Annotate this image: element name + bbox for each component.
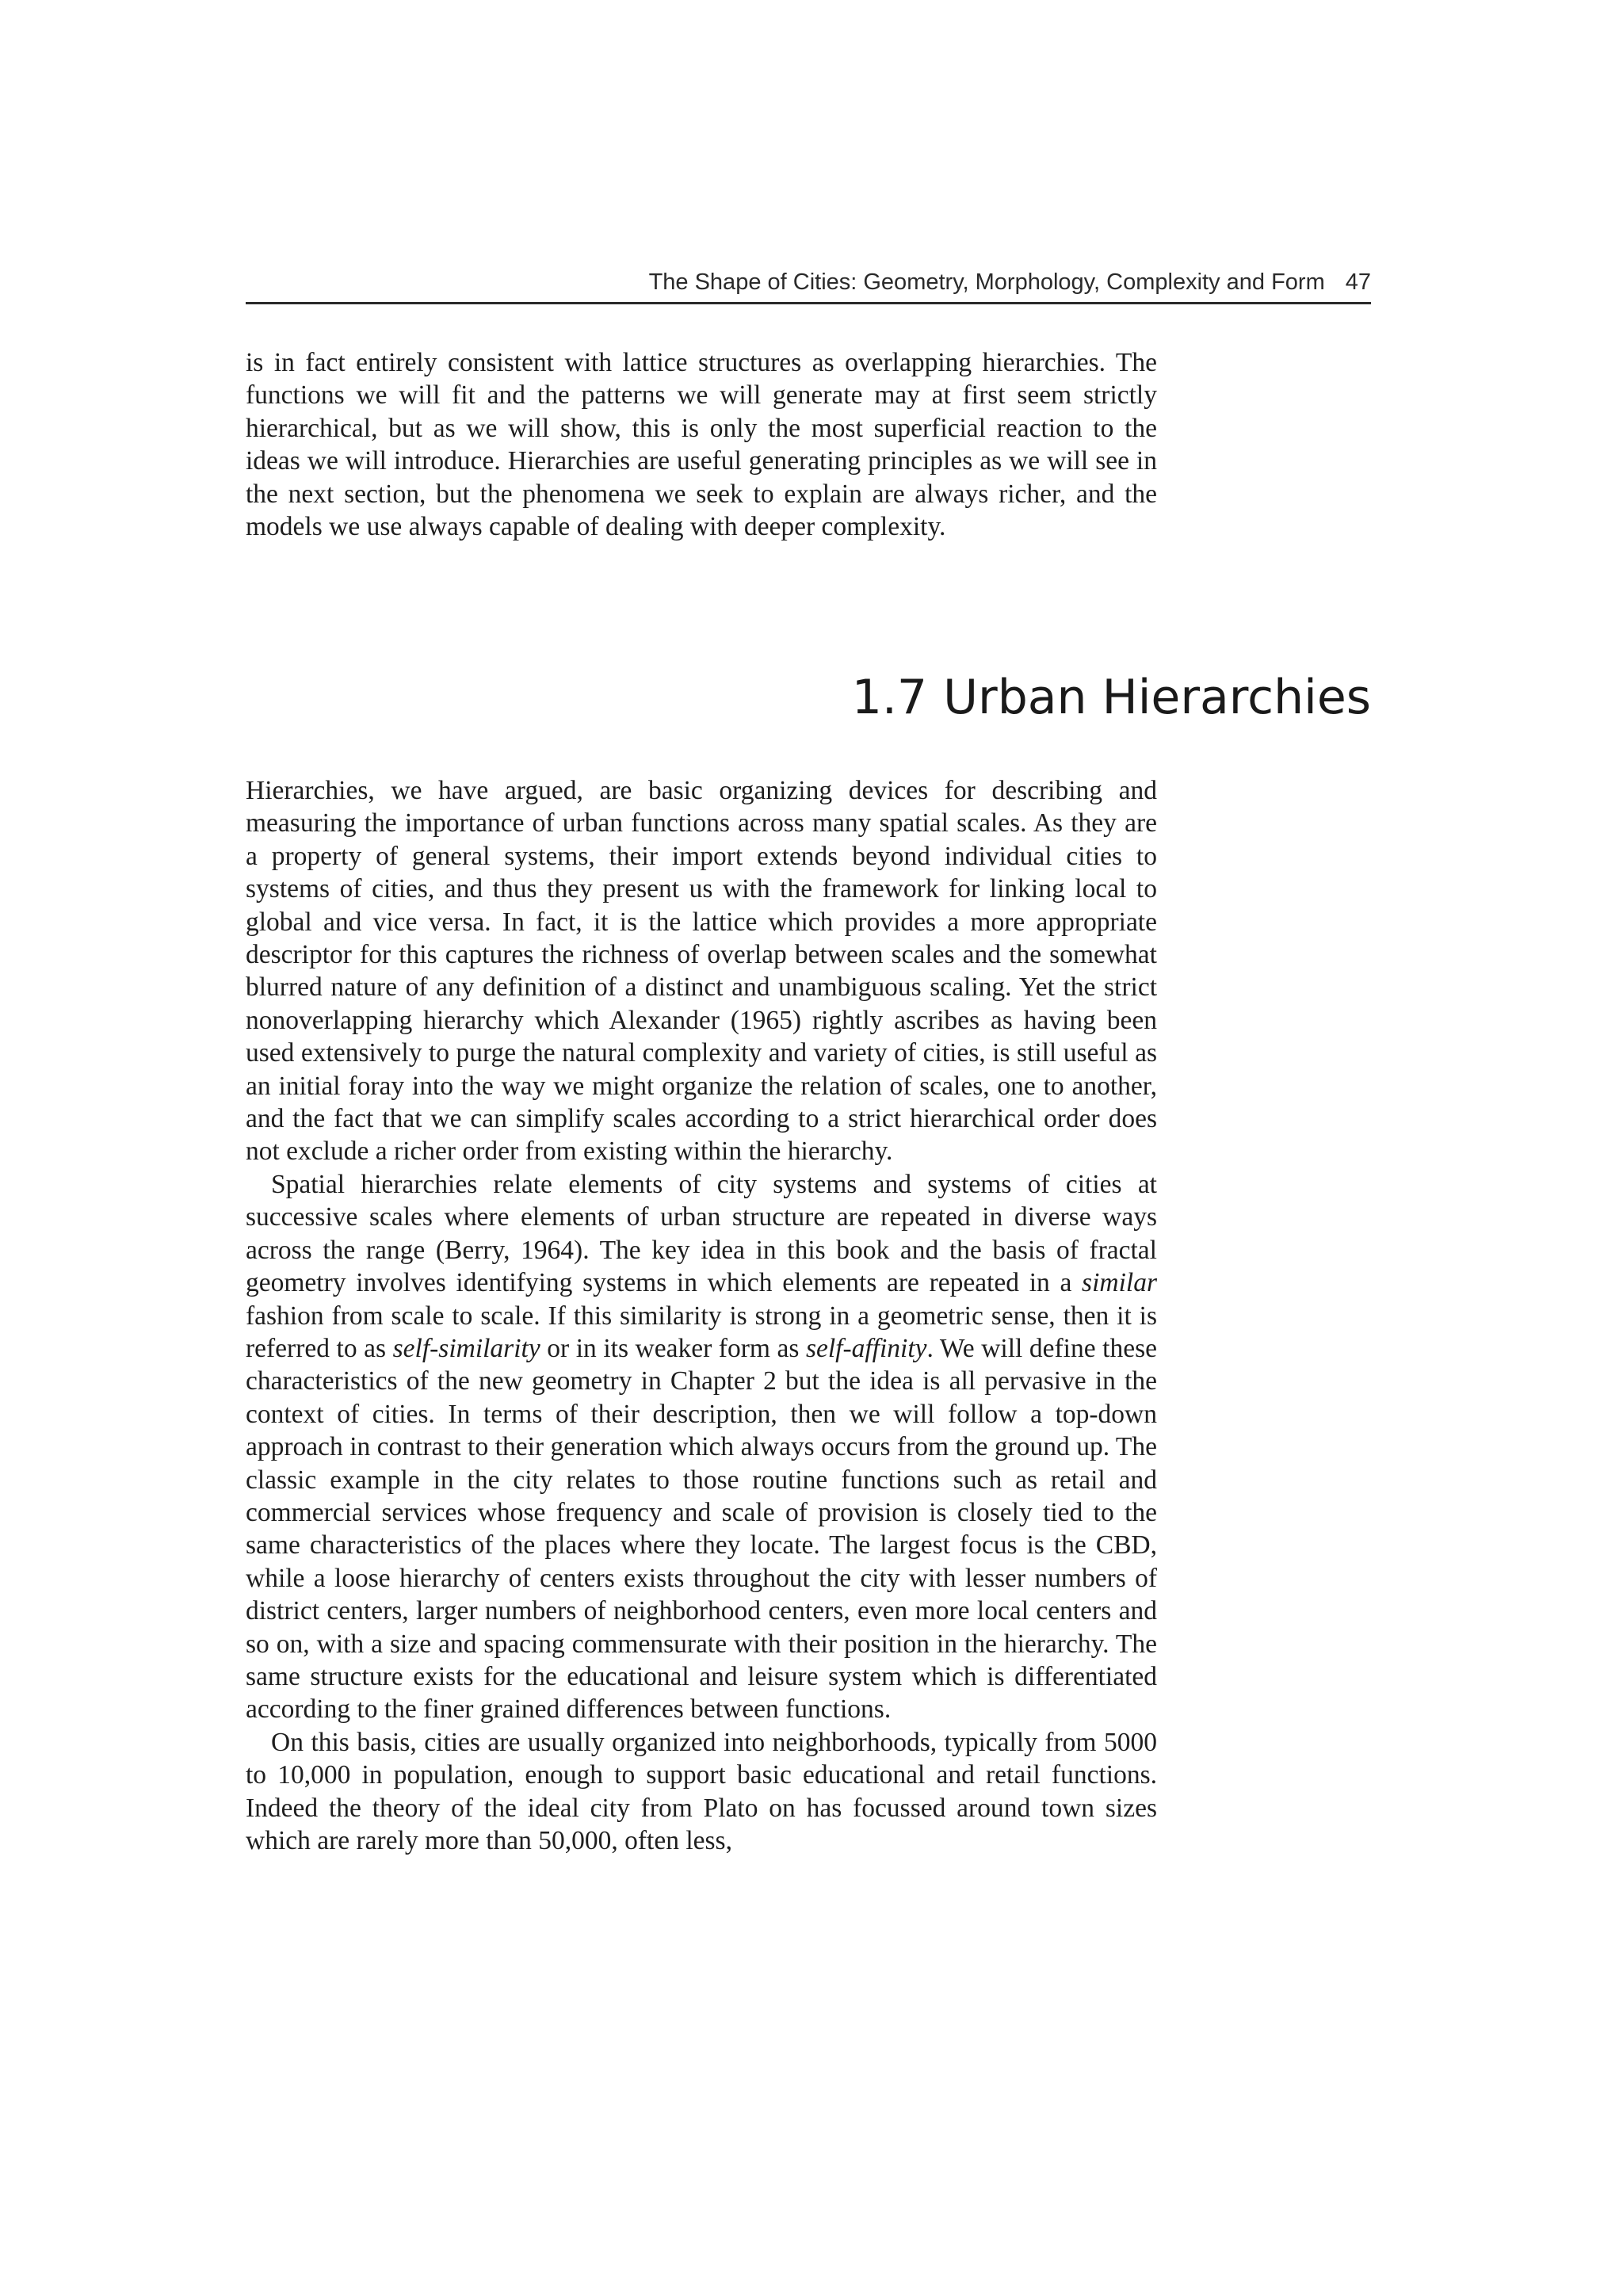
section-title: Urban Hierarchies (943, 670, 1371, 725)
paragraph-2-text: Spatial hierarchies relate elements of city systems and systems of cities at successive scales where elements of urban structure are repeated in diverse ways across the range (Berry, 1964). The key idea in this book and the basis of fractal geometry involves identifying systems in which elements are repeated in a (246, 1169, 1157, 1298)
running-head (246, 269, 1371, 304)
paragraph-1: Hierarchies, we have argued, are basic organizing devices for describing and measuring the importance of urban functions across many spatial scales. As they are a property of general systems, their import extends beyond individual cities to systems of cities, and thus they present us with the framework for linking local to global and vice versa. In fact, it is the lattice which provides a more appropriate descriptor for this captures the richness of overlap between scales and the somewhat blurred nature of any definition of a distinct and unambiguous scaling. Yet the strict nonoverlapping hierarchy which Alexander (1965) rightly ascribes as having been used extensively to purge the natural complexity and variety of cities, is still useful as an initial foray into the way we might organize the relation of scales, one to another, and the fact that we can simplify scales according to a strict hierarchical order does not exclude a richer order from existing within the hierarchy. (246, 776, 1157, 1167)
paragraph-3: On this basis, cities are usually organized into neighborhoods, typically from 5000 to 10,000 in population, enough to support basic educational and retail functions. Indeed the theory of the ideal city from Plato on has focussed around town sizes which are rarely more than 50,000, often less, (246, 1727, 1157, 1855)
term-self-similarity: self-similarity (392, 1333, 540, 1363)
paragraph-2-text: fashion from scale to scale. If this similarity is strong in a geometric sense, then it is referred to as (246, 1301, 1157, 1363)
continued-paragraph: is in fact entirely consistent with lattice structures as overlapping hierarchies. The functions we will fit and the patterns we will generate may at first seem strictly hierarchical, but as we will show, this is only the most superficial reaction to the ideas we will introduce. Hierarchies are useful generating principles as we will see in the next section, but the phenomena we seek to explain are always richer, and the models we use always capable of dealing with deeper complexity. (246, 348, 1157, 542)
section-number: 1.7 (851, 670, 928, 725)
continued-text (246, 346, 1157, 543)
page-number: 47 (1345, 269, 1371, 295)
term-similar: similar (1082, 1268, 1157, 1298)
term-self-affinity: self-affinity (805, 1333, 927, 1363)
section-body (246, 774, 1157, 1857)
running-title: The Shape of Cities: Geometry, Morphology, Complexity and Form (648, 269, 1325, 295)
paragraph-2-text: or in its weaker form as (540, 1333, 806, 1363)
paragraph-2 (246, 1168, 1157, 1726)
section-heading (792, 670, 1371, 725)
paragraph-2-text: . We will define these characteristics of the new geometry in Chapter 2 but the idea is all pervasive in the context of cities. In terms of their description, then we will follow a top-down approach in contrast to their generation which always occurs from the ground up. The classic example in the city relates to those routine functions such as retail and commercial services whose frequency and scale of provision is closely tied to the same characteristics of the places where they locate. The largest focus is the CBD, while a loose hierarchy of centers exists throughout the city with lesser numbers of district centers, larger numbers of neighborhood centers, even more local centers and so on, with a size and spacing commensurate with their position in the hierarchy. The same structure exists for the educational and leisure system which is differentiated according to the finer grained differences between functions. (246, 1333, 1157, 1725)
